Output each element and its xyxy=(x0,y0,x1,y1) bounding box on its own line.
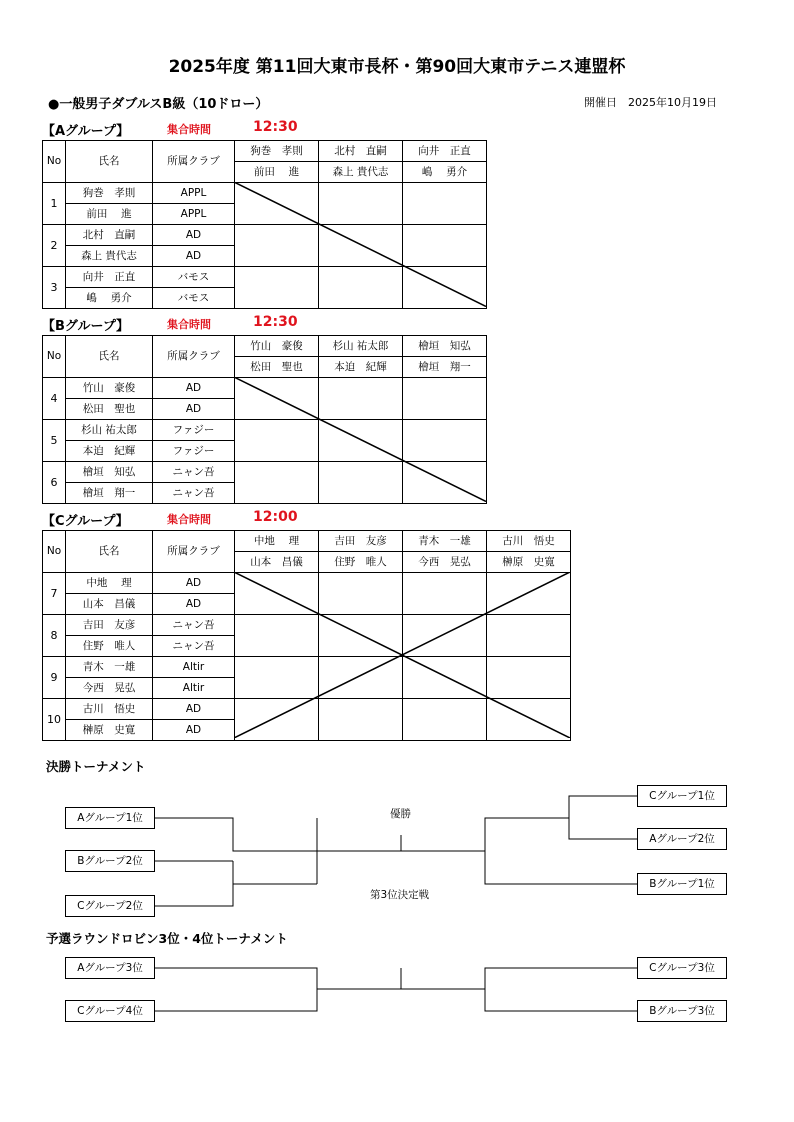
winner-label: 優勝 xyxy=(390,808,411,820)
match-result-cell xyxy=(487,699,571,741)
table-row xyxy=(43,267,487,288)
match-result-cell xyxy=(235,267,319,309)
opponent-header-player1: 北村 直嗣 xyxy=(319,141,403,162)
player-name: 古川 悟史 xyxy=(66,699,153,720)
assembly-time: 12:00 xyxy=(253,509,298,525)
opponent-header-player2: 住野 唯人 xyxy=(319,552,403,573)
match-result-cell xyxy=(403,573,487,615)
final-right-1: Cグループ1位 xyxy=(637,785,727,807)
table-row xyxy=(43,699,571,720)
final-left-2: Bグループ2位 xyxy=(65,850,155,872)
assembly-time: 12:30 xyxy=(253,314,298,330)
group-header xyxy=(42,315,642,335)
opponent-header-player2: 前田 進 xyxy=(235,162,319,183)
assembly-time-label: 集合時間 xyxy=(167,513,211,526)
player-name: 青木 一雄 xyxy=(66,657,153,678)
table-row xyxy=(43,420,487,441)
player-club: AD xyxy=(153,378,235,399)
opponent-header-player2: 檜垣 翔一 xyxy=(403,357,487,378)
final-left-1: Aグループ1位 xyxy=(65,807,155,829)
player-club: AD xyxy=(153,225,235,246)
player-name: 今西 晃弘 xyxy=(66,678,153,699)
opponent-header-player1: 狗巻 孝則 xyxy=(235,141,319,162)
match-result-cell xyxy=(319,420,403,462)
match-result-cell xyxy=(235,615,319,657)
opponent-header-player2: 今西 晃弘 xyxy=(403,552,487,573)
table-row xyxy=(43,225,487,246)
table-row xyxy=(43,183,487,204)
third-place-label: 第3位決定戦 xyxy=(370,889,430,901)
team-number: 10 xyxy=(43,699,66,741)
player-name: 嶋 勇介 xyxy=(66,288,153,309)
match-result-cell xyxy=(319,615,403,657)
col-header-no: No xyxy=(43,336,66,378)
col-header-no: No xyxy=(43,141,66,183)
consolation-right-1: Cグループ3位 xyxy=(637,957,727,979)
group-label: 【Cグループ】 xyxy=(42,514,129,529)
consolation-right-2: Bグループ3位 xyxy=(637,1000,727,1022)
consolation-title: 予選ラウンドロビン3位・4位トーナメント xyxy=(46,931,288,946)
assembly-time-label: 集合時間 xyxy=(167,318,211,331)
group-table xyxy=(42,140,487,309)
table-row xyxy=(43,615,571,636)
match-result-cell xyxy=(487,615,571,657)
opponent-header-player1: 青木 一雄 xyxy=(403,531,487,552)
match-result-cell xyxy=(235,699,319,741)
opponent-header-player2: 本迫 紀輝 xyxy=(319,357,403,378)
match-result-cell xyxy=(319,657,403,699)
opponent-header-player2: 松田 聖也 xyxy=(235,357,319,378)
player-club: ニャン吾 xyxy=(153,636,235,657)
team-number: 1 xyxy=(43,183,66,225)
match-result-cell xyxy=(319,267,403,309)
match-result-cell xyxy=(235,462,319,504)
col-header-name: 氏名 xyxy=(66,531,153,573)
group-label: 【Bグループ】 xyxy=(42,319,129,334)
match-result-cell xyxy=(403,225,487,267)
team-number: 3 xyxy=(43,267,66,309)
player-club: AD xyxy=(153,399,235,420)
final-right-3: Bグループ1位 xyxy=(637,873,727,895)
match-result-cell xyxy=(487,573,571,615)
team-number: 8 xyxy=(43,615,66,657)
match-result-cell xyxy=(235,420,319,462)
match-result-cell xyxy=(403,699,487,741)
player-name: 中地 理 xyxy=(66,573,153,594)
table-row xyxy=(43,462,487,483)
match-result-cell xyxy=(403,420,487,462)
match-result-cell xyxy=(319,699,403,741)
opponent-header-player1: 向井 正直 xyxy=(403,141,487,162)
consolation-left-1: Aグループ3位 xyxy=(65,957,155,979)
team-number: 9 xyxy=(43,657,66,699)
group-table xyxy=(42,530,571,741)
player-club: AD xyxy=(153,246,235,267)
player-club: Altir xyxy=(153,657,235,678)
match-result-cell xyxy=(235,657,319,699)
player-name: 竹山 豪俊 xyxy=(66,378,153,399)
player-club: ニャン吾 xyxy=(153,462,235,483)
col-header-no: No xyxy=(43,531,66,573)
match-result-cell xyxy=(235,573,319,615)
opponent-header-player2: 山本 昌儀 xyxy=(235,552,319,573)
opponent-header-player1: 檜垣 知弘 xyxy=(403,336,487,357)
player-club: APPL xyxy=(153,183,235,204)
match-result-cell xyxy=(403,462,487,504)
team-number: 4 xyxy=(43,378,66,420)
player-name: 森上 貴代志 xyxy=(66,246,153,267)
player-name: 吉田 友彦 xyxy=(66,615,153,636)
opponent-header-player2: 森上 貴代志 xyxy=(319,162,403,183)
col-header-name: 氏名 xyxy=(66,336,153,378)
consolation-left-2: Cグループ4位 xyxy=(65,1000,155,1022)
player-name: 杉山 祐太郎 xyxy=(66,420,153,441)
col-header-club: 所属クラブ xyxy=(153,141,235,183)
team-number: 5 xyxy=(43,420,66,462)
player-club: AD xyxy=(153,699,235,720)
player-club: Altir xyxy=(153,678,235,699)
match-result-cell xyxy=(319,183,403,225)
player-name: 檜垣 翔一 xyxy=(66,483,153,504)
match-result-cell xyxy=(403,378,487,420)
group-table xyxy=(42,335,487,504)
match-result-cell xyxy=(403,267,487,309)
player-club: ニャン吾 xyxy=(153,615,235,636)
match-result-cell xyxy=(319,225,403,267)
group-header xyxy=(42,510,642,530)
final-left-3: Cグループ2位 xyxy=(65,895,155,917)
player-name: 松田 聖也 xyxy=(66,399,153,420)
player-name: 向井 正直 xyxy=(66,267,153,288)
event-title: ●一般男子ダブルスB級（10ドロー） xyxy=(48,97,269,112)
match-result-cell xyxy=(235,378,319,420)
player-name: 北村 直嗣 xyxy=(66,225,153,246)
player-name: 前田 進 xyxy=(66,204,153,225)
player-club: AD xyxy=(153,594,235,615)
player-name: 榊原 史寛 xyxy=(66,720,153,741)
player-name: 狗巻 孝則 xyxy=(66,183,153,204)
match-result-cell xyxy=(403,615,487,657)
group-label: 【Aグループ】 xyxy=(42,124,130,139)
match-result-cell xyxy=(235,225,319,267)
table-row xyxy=(43,573,571,594)
group-header xyxy=(42,120,642,140)
opponent-header-player1: 古川 悟史 xyxy=(487,531,571,552)
opponent-header-player2: 嶋 勇介 xyxy=(403,162,487,183)
player-club: AD xyxy=(153,573,235,594)
table-row xyxy=(43,378,487,399)
team-number: 7 xyxy=(43,573,66,615)
final-right-2: Aグループ2位 xyxy=(637,828,727,850)
player-name: 住野 唯人 xyxy=(66,636,153,657)
assembly-time-label: 集合時間 xyxy=(167,123,211,136)
player-name: 本迫 紀輝 xyxy=(66,441,153,462)
page-title: 2025年度 第11回大東市長杯・第90回大東市テニス連盟杯 xyxy=(168,57,626,77)
team-number: 6 xyxy=(43,462,66,504)
player-club: バモス xyxy=(153,288,235,309)
player-club: ファジー xyxy=(153,441,235,462)
opponent-header-player1: 杉山 祐太郎 xyxy=(319,336,403,357)
opponent-header-player2: 榊原 史寛 xyxy=(487,552,571,573)
final-title: 決勝トーナメント xyxy=(46,759,146,774)
player-club: ニャン吾 xyxy=(153,483,235,504)
table-row xyxy=(43,657,571,678)
opponent-header-player1: 中地 理 xyxy=(235,531,319,552)
match-result-cell xyxy=(403,657,487,699)
match-result-cell xyxy=(319,573,403,615)
match-result-cell xyxy=(319,378,403,420)
player-club: バモス xyxy=(153,267,235,288)
match-result-cell xyxy=(487,657,571,699)
player-name: 山本 昌儀 xyxy=(66,594,153,615)
player-name: 檜垣 知弘 xyxy=(66,462,153,483)
event-date: 開催日 2025年10月19日 xyxy=(584,96,717,109)
col-header-name: 氏名 xyxy=(66,141,153,183)
match-result-cell xyxy=(319,462,403,504)
team-number: 2 xyxy=(43,225,66,267)
player-club: AD xyxy=(153,720,235,741)
opponent-header-player1: 竹山 豪俊 xyxy=(235,336,319,357)
player-club: ファジー xyxy=(153,420,235,441)
assembly-time: 12:30 xyxy=(253,119,298,135)
player-club: APPL xyxy=(153,204,235,225)
col-header-club: 所属クラブ xyxy=(153,531,235,573)
match-result-cell xyxy=(235,183,319,225)
match-result-cell xyxy=(403,183,487,225)
col-header-club: 所属クラブ xyxy=(153,336,235,378)
opponent-header-player1: 吉田 友彦 xyxy=(319,531,403,552)
